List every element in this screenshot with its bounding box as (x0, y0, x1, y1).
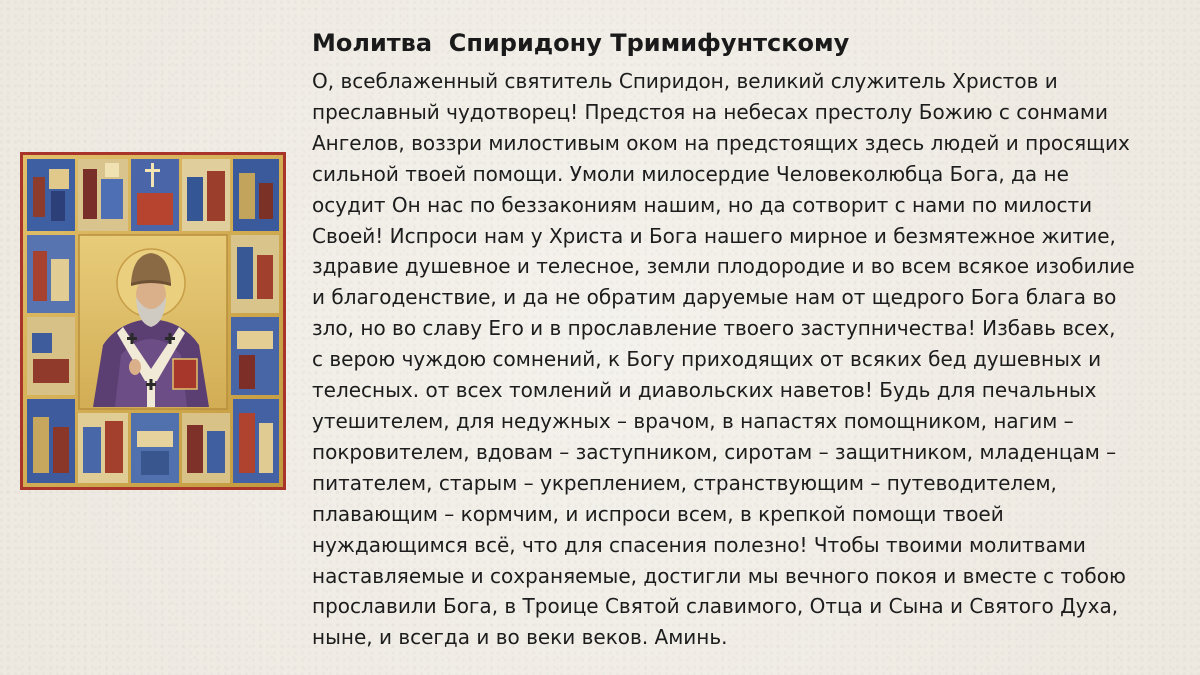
prayer-line: осудит Он нас по беззакониям нашим, но да сотворит с нами по милости (312, 192, 1093, 217)
prayer-line: ныне, и всегда и во веки веков. Аминь. (312, 625, 728, 650)
prayer-line: Своей! Испроси нам у Христа и Бога нашего мирное и безмятежное житие, (312, 223, 1116, 248)
icon-illustration (23, 155, 283, 487)
prayer-line: с верою чуждою сомнений, к Богу приходящих от всяких бед душевных и (312, 347, 1102, 372)
prayer-line: зло, но во славу Его и в прославление твоего заступничества! Избавь всех, (312, 316, 1116, 341)
saint-figure (79, 235, 227, 409)
prayer-line: нуждающимся всё, что для спасения полезно! Чтобы твоими молитвами (312, 532, 1086, 557)
prayer-line: утешителем, для недужных – врачом, в напастях помощником, нагим – (312, 408, 1074, 433)
prayer-line: покровителем, вдовам – заступником, сиротам – защитником, младенцам – (312, 439, 1117, 464)
prayer-text (312, 66, 1182, 653)
saint-spyridon-icon-image (20, 152, 286, 490)
prayer-line: плавающим – кормчим, и испроси всем, в крепкой помощи твоей (312, 501, 1004, 526)
prayer-line: и благоденствие, и да не обратим даруемые нам от щедрого Бога блага во (312, 285, 1117, 310)
page-title: Молитва Спиридону Тримифунтскому (312, 29, 850, 57)
prayer-line: наставляемые и сохраняемые, достигли мы вечного покоя и вместе с тобою (312, 563, 1126, 588)
prayer-line: телесных. от всех томлений и диавольских наветов! Будь для печальных (312, 378, 1097, 403)
prayer-line: преславный чудотворец! Предстоя на небесах престолу Божию с сонмами (312, 99, 1108, 124)
prayer-line: прославили Бога, в Троице Святой славимого, Отца и Сына и Святого Духа, (312, 594, 1119, 619)
prayer-line: Ангелов, воззри милостивым оком на предстоящих здесь людей и просящих (312, 130, 1130, 155)
prayer-line: О, всеблаженный святитель Спиридон, великий служитель Христов и (312, 69, 1058, 93)
prayer-line: сильной твоей помощи. Умоли милосердие Человеколюбца Бога, да не (312, 161, 1069, 186)
top-scenes (27, 159, 279, 231)
prayer-line: питателем, старым – укреплением, странствующим – путеводителем, (312, 470, 1057, 495)
prayer-line: здравие душевное и телесное, земли плодородие и во всем всякое изобилие (312, 254, 1135, 279)
